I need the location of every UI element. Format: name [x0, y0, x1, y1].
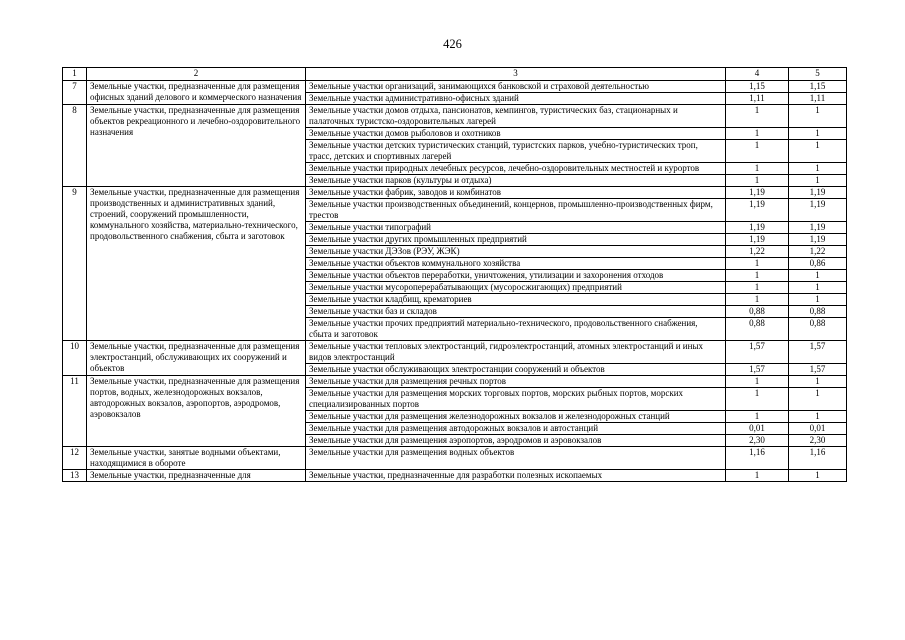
- land-type-description: Земельные участки детских туристических станций, туристских парков, учебно-туристических троп, трасс, детских и спортивных лагерей: [306, 140, 726, 163]
- header-cell: 1: [63, 68, 87, 81]
- land-type-description: Земельные участки объектов коммунального хозяйства: [306, 258, 726, 270]
- land-type-description: Земельные участки домов рыболовов и охотников: [306, 128, 726, 140]
- group-category: Земельные участки, предназначенные для размещения объектов рекреационного и лечебно-оздоровительного назначения: [87, 105, 306, 187]
- coefficient-col4: 1: [726, 282, 789, 294]
- coefficient-col4: 1: [726, 470, 789, 482]
- coefficient-col4: 1: [726, 175, 789, 187]
- coefficient-col5: 1: [789, 282, 847, 294]
- coefficient-col5: 1: [789, 128, 847, 140]
- coefficient-col5: 1,57: [789, 341, 847, 364]
- group-category: Земельные участки, предназначенные для размещения портов, водных, железнодорожных вокзалов, автодорожных вокзалов, аэропортов, аэродромов, аэровокзалов: [87, 376, 306, 447]
- header-cell: 2: [87, 68, 306, 81]
- table-header-row: [63, 68, 847, 81]
- land-type-description: Земельные участки природных лечебных ресурсов, лечебно-оздоровительных местностей и курортов: [306, 163, 726, 175]
- table-row: [63, 376, 847, 388]
- land-type-description: Земельные участки баз и складов: [306, 306, 726, 318]
- coefficient-col4: 1,11: [726, 93, 789, 105]
- header-cell: 5: [789, 68, 847, 81]
- coefficient-col4: 1: [726, 105, 789, 128]
- land-type-description: Земельные участки мусороперерабатывающих (мусоросжигающих) предприятий: [306, 282, 726, 294]
- coefficient-col5: 1: [789, 376, 847, 388]
- land-type-description: Земельные участки других промышленных предприятий: [306, 234, 726, 246]
- coefficient-col5: 1: [789, 470, 847, 482]
- coefficient-col5: 1: [789, 270, 847, 282]
- land-type-description: Земельные участки организаций, занимающихся банковской и страховой деятельностью: [306, 81, 726, 93]
- land-type-description: Земельные участки объектов переработки, уничтожения, утилизации и захоронения отходов: [306, 270, 726, 282]
- land-type-description: Земельные участки для размещения водных объектов: [306, 447, 726, 470]
- coefficient-col5: 1,22: [789, 246, 847, 258]
- group-number: 13: [63, 470, 87, 482]
- land-type-description: Земельные участки для размещения морских торговых портов, морских рыбных портов, морских специализированных портов: [306, 388, 726, 411]
- coefficient-col4: 1: [726, 376, 789, 388]
- coefficient-col5: 2,30: [789, 435, 847, 447]
- table-row: [63, 105, 847, 128]
- coefficient-col5: 0,88: [789, 306, 847, 318]
- land-type-description: Земельные участки фабрик, заводов и комбинатов: [306, 187, 726, 199]
- coefficient-col5: 1,19: [789, 234, 847, 246]
- coefficient-col5: 0,01: [789, 423, 847, 435]
- coefficient-col5: 1: [789, 105, 847, 128]
- land-type-description: Земельные участки парков (культуры и отдыха): [306, 175, 726, 187]
- land-type-description: Земельные участки домов отдыха, пансионатов, кемпингов, туристических баз, стационарных и палаточных туристско-оздоровительных лагерей: [306, 105, 726, 128]
- land-type-description: Земельные участки для размещения автодорожных вокзалов и автостанций: [306, 423, 726, 435]
- coefficient-col5: 1: [789, 163, 847, 175]
- header-cell: 3: [306, 68, 726, 81]
- table-row: [63, 81, 847, 93]
- group-category: Земельные участки, предназначенные для размещения электростанций, обслуживающих их сооружений и объектов: [87, 341, 306, 376]
- land-type-description: Земельные участки административно-офисных зданий: [306, 93, 726, 105]
- coefficient-col4: 1,19: [726, 199, 789, 222]
- coefficient-col5: 1,19: [789, 199, 847, 222]
- land-type-description: Земельные участки для размещения речных портов: [306, 376, 726, 388]
- group-number: 9: [63, 187, 87, 341]
- coefficient-col4: 1,22: [726, 246, 789, 258]
- coefficient-col4: 1,19: [726, 234, 789, 246]
- group-category: Земельные участки, предназначенные для: [87, 470, 306, 482]
- land-type-description: Земельные участки ДЭЗов (РЭУ, ЖЭК): [306, 246, 726, 258]
- table-row: [63, 447, 847, 470]
- table-row: [63, 470, 847, 482]
- coefficient-col4: 1: [726, 270, 789, 282]
- coefficient-col4: 1: [726, 258, 789, 270]
- coefficient-col4: 1: [726, 128, 789, 140]
- coefficient-col5: 1: [789, 140, 847, 163]
- group-number: 8: [63, 105, 87, 187]
- land-type-description: Земельные участки кладбищ, крематориев: [306, 294, 726, 306]
- coefficient-col5: 1: [789, 411, 847, 423]
- coefficient-col4: 1,57: [726, 364, 789, 376]
- coefficient-col4: 0,88: [726, 306, 789, 318]
- coefficient-col4: 1: [726, 411, 789, 423]
- group-number: 10: [63, 341, 87, 376]
- coefficient-col5: 0,88: [789, 318, 847, 341]
- group-number: 12: [63, 447, 87, 470]
- page-number: 426: [443, 37, 462, 51]
- land-type-description: Земельные участки обслуживающих электростанции сооружений и объектов: [306, 364, 726, 376]
- table-row: [63, 187, 847, 199]
- coefficient-col5: 1: [789, 294, 847, 306]
- coefficient-col5: 1,15: [789, 81, 847, 93]
- coefficient-col5: 1,16: [789, 447, 847, 470]
- coefficient-col4: 1,16: [726, 447, 789, 470]
- coefficient-col4: 0,01: [726, 423, 789, 435]
- land-type-description: Земельные участки типографий: [306, 222, 726, 234]
- group-number: 7: [63, 81, 87, 105]
- land-type-description: Земельные участки прочих предприятий материально-технического, продовольственного снабжения, сбыта и заготовок: [306, 318, 726, 341]
- coefficient-col4: 1: [726, 294, 789, 306]
- coefficient-col5: 0,86: [789, 258, 847, 270]
- group-number: 11: [63, 376, 87, 447]
- land-type-description: Земельные участки для размещения железнодорожных вокзалов и железнодорожных станций: [306, 411, 726, 423]
- coefficient-col5: 1: [789, 175, 847, 187]
- coefficient-col4: 1,19: [726, 222, 789, 234]
- coefficient-col4: 1: [726, 140, 789, 163]
- coefficient-col4: 1,15: [726, 81, 789, 93]
- coefficient-col4: 1,57: [726, 341, 789, 364]
- land-type-description: Земельные участки тепловых электростанций, гидроэлектростанций, атомных электростанций и иных видов электростанций: [306, 341, 726, 364]
- group-category: Земельные участки, занятые водными объектами, находящимися в обороте: [87, 447, 306, 470]
- coefficient-col4: 1: [726, 163, 789, 175]
- group-category: Земельные участки, предназначенные для размещения офисных зданий делового и коммерческого назначения: [87, 81, 306, 105]
- coefficient-col5: 1,11: [789, 93, 847, 105]
- coefficient-col4: 2,30: [726, 435, 789, 447]
- coefficient-col5: 1: [789, 388, 847, 411]
- coefficient-col5: 1,19: [789, 187, 847, 199]
- coefficient-col4: 0,88: [726, 318, 789, 341]
- land-type-description: Земельные участки, предназначенные для разработки полезных ископаемых: [306, 470, 726, 482]
- coefficient-col5: 1,57: [789, 364, 847, 376]
- land-type-description: Земельные участки производственных объединений, концернов, промышленно-производственных фирм, трестов: [306, 199, 726, 222]
- coefficient-col4: 1,19: [726, 187, 789, 199]
- land-type-description: Земельные участки для размещения аэропортов, аэродромов и аэровокзалов: [306, 435, 726, 447]
- coefficients-table: [62, 67, 847, 482]
- group-category: Земельные участки, предназначенные для размещения производственных и административных зданий, строений, сооружений промышленности, коммунального хозяйства, материально-технического, продовольственного снабжения, сбыта и заготовок: [87, 187, 306, 341]
- coefficient-col5: 1,19: [789, 222, 847, 234]
- coefficient-col4: 1: [726, 388, 789, 411]
- table-row: [63, 341, 847, 364]
- header-cell: 4: [726, 68, 789, 81]
